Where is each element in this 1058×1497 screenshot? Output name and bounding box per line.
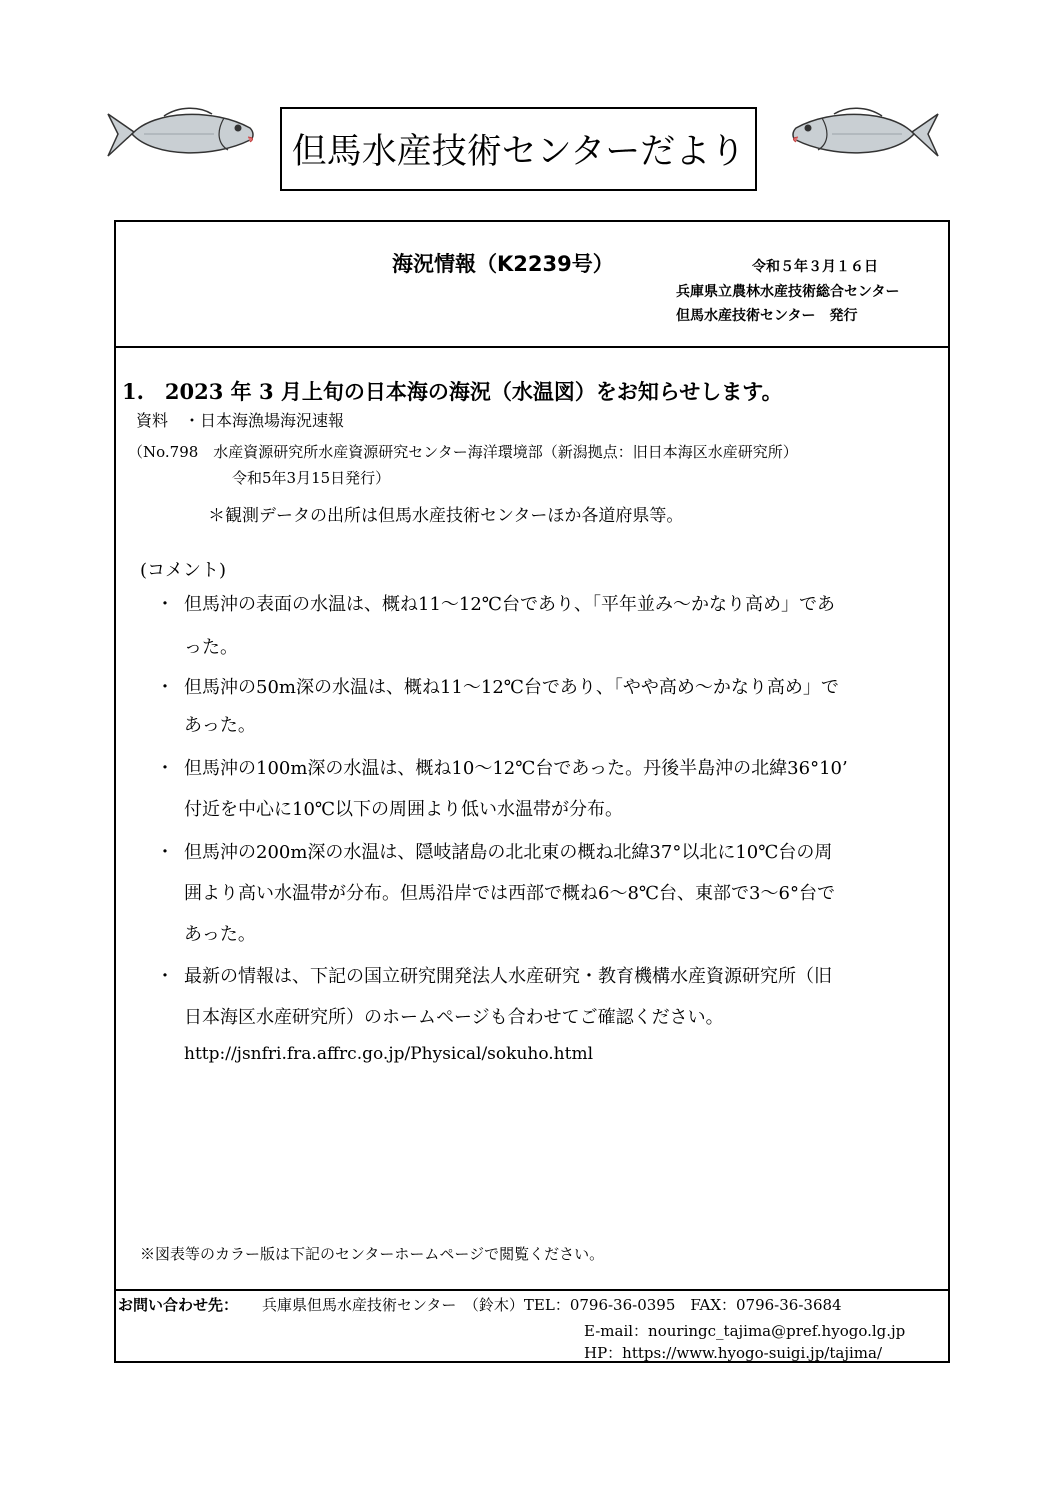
bullet: ・ (156, 966, 174, 987)
issue-date: 令和５年３月１６日 (752, 259, 878, 275)
comment-line: 付近を中心に10℃以下の周囲より低い水温帯が分布。 (184, 799, 624, 820)
comment-line: あった。 (184, 715, 256, 736)
comment-line: 但馬沖の200m深の水温は、隠岐諸島の北北東の概ね北緯37°以北に10℃台の周 (184, 842, 833, 863)
comment-line: 日本海区水産研究所）のホームページも合わせてご確認ください。 (184, 1007, 724, 1028)
comment-line: 但馬沖の表面の水温は、概ね11～12℃台であり、「平年並み～かなり高め」であ (184, 594, 835, 615)
contact-homepage[interactable]: HP：https://www.hyogo-suigi.jp/tajima/ (584, 1344, 882, 1362)
footnote: ※図表等のカラー版は下記のセンターホームページで閲覧ください。 (140, 1245, 605, 1263)
issue-title: 海況情報（K2239号） (392, 252, 614, 276)
comment-line: 囲より高い水温帯が分布。但馬沿岸では西部で概ね6～8℃台、東部で3～6°台で (184, 883, 835, 904)
newsletter-title: 但馬水産技術センターだより (280, 107, 757, 191)
comment-line: 最新の情報は、下記の国立研究開発法人水産研究・教育機構水産資源研究所（旧 (184, 966, 832, 987)
comment-line: った。 (184, 637, 238, 658)
fish-left-icon (104, 104, 260, 164)
reference-link[interactable]: http://jsnfri.fra.affrc.go.jp/Physical/sokuho.html (184, 1044, 594, 1064)
publisher-org: 兵庫県立農林水産技術総合センター (676, 284, 900, 300)
source-date: 令和5年3月15日発行） (232, 469, 391, 487)
comment-line: あった。 (184, 924, 256, 945)
fish-right-icon (786, 104, 942, 164)
comment-line: 但馬沖の100m深の水温は、概ね10～12℃台であった。丹後半島沖の北緯36°10’ (184, 758, 848, 779)
comment-line: 但馬沖の50m深の水温は、概ね11～12℃台であり、「やや高め～かなり高め」で (184, 677, 839, 698)
header-divider (114, 346, 950, 348)
bullet: ・ (156, 842, 174, 863)
contact-label: お問い合わせ先： (118, 1296, 239, 1314)
contact-phone-fax: 兵庫県但馬水産技術センター （鈴木）TEL：0796-36-0395 FAX：0796-36-3684 (262, 1296, 842, 1314)
bullet: ・ (156, 758, 174, 779)
comment-label: (コメント) (140, 560, 227, 581)
source-note: ＊観測データの出所は但馬水産技術センターほか各道府県等。 (208, 506, 684, 526)
footer-divider (114, 1289, 950, 1291)
bullet: ・ (156, 594, 174, 615)
source-number: （No.798 水産資源研究所水産資源研究センター海洋環境部（新潟拠点：旧日本海区水産研究所） (128, 443, 798, 461)
section-heading: 1. 2023 年 3 月上旬の日本海の海況（水温図）をお知らせします。 (122, 379, 783, 404)
source-label: 資料 ・日本海漁場海況速報 (136, 411, 345, 430)
publisher-center: 但馬水産技術センター 発行 (676, 308, 858, 324)
contact-email[interactable]: E-mail：nouringc_tajima@pref.hyogo.lg.jp (584, 1322, 906, 1340)
bullet: ・ (156, 677, 174, 698)
